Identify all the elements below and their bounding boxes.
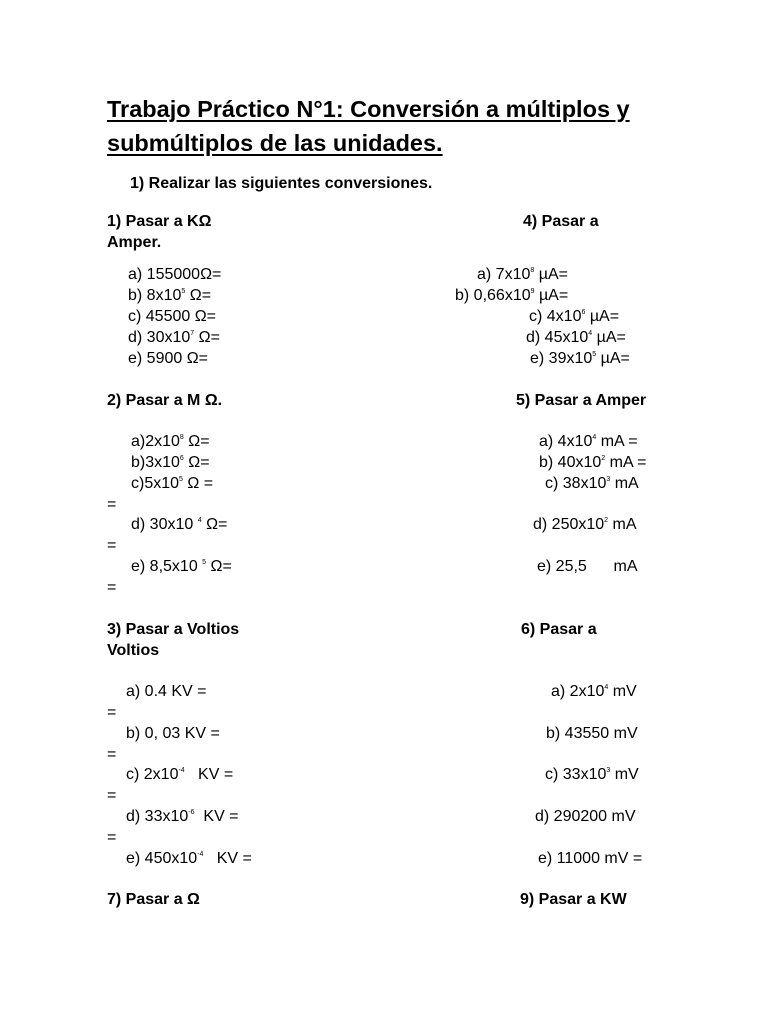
- s4-item-a: a) $7x10^8$ µA=: [477, 266, 568, 283]
- s3-item-d: d) $33x10^{-6}$ KV =: [126, 808, 239, 825]
- section-9-heading: 9) Pasar a KW: [520, 891, 627, 908]
- section-2-heading: 2) Pasar a M Ω.: [107, 392, 223, 409]
- s4-item-c: c) $4x10^6$ µA=: [529, 308, 620, 325]
- s3-item-c-cont: =: [107, 787, 117, 804]
- s4-item-d: d) $45x10^4$ µA=: [526, 329, 626, 346]
- s6-item-b: b) 43550 mV: [546, 725, 638, 742]
- s3-item-d-cont: =: [107, 829, 117, 846]
- s2-item-c-cont: =: [107, 496, 117, 513]
- s2-item-d-cont: =: [107, 537, 117, 554]
- section-5-heading: 5) Pasar a Amper: [516, 392, 647, 409]
- s5-item-d: d) $250x10^2$ mA: [533, 516, 637, 533]
- s1-item-a: a) 155000Ω=: [128, 266, 222, 283]
- s6-item-a: a) $2x10^4$ mV: [551, 683, 637, 700]
- section-4-heading-wrap: Amper.: [107, 234, 162, 251]
- s6-item-d: d) 290200 mV: [535, 808, 636, 825]
- section-7-heading: 7) Pasar a Ω: [107, 891, 200, 908]
- s5-item-e: e) 25,5 mA: [537, 558, 638, 575]
- s2-item-a: $a)2x10^8$ Ω=: [131, 433, 210, 450]
- s4-item-e: e) $39x10^5$ µA=: [530, 350, 630, 367]
- s2-item-c: $c)5x10^5$ Ω =: [131, 475, 214, 492]
- s2-item-b: $b)3x10^6$ Ω=: [131, 454, 210, 471]
- section-6-heading: 6) Pasar a: [521, 621, 597, 638]
- s1-item-b: b) $8x10^5$ Ω=: [128, 287, 212, 304]
- section-4-heading: 4) Pasar a: [523, 213, 599, 230]
- s3-item-c: c) $2x10^{-4}$ KV =: [126, 766, 234, 783]
- s5-item-a: a) $4x10^4$ mA =: [539, 433, 638, 450]
- s3-item-b: b) 0, 03 KV =: [126, 725, 220, 742]
- s3-item-e: e) $450x10^{-4}$ KV =: [126, 850, 252, 867]
- s5-item-c: c) $38x10^3$ mA: [545, 475, 639, 492]
- s3-item-a: a) 0.4 KV =: [126, 683, 207, 700]
- s6-item-c: c) $33x10^3$ mV: [545, 766, 639, 783]
- section-6-heading-wrap: Voltios: [107, 642, 160, 659]
- s2-item-e: e) 8,5x10 $^5$ Ω=: [131, 558, 232, 575]
- page-title: Trabajo Práctico N°1: Conversión a múltiplos y submúltiplos de las unidades.: [107, 96, 630, 156]
- s3-item-b-cont: =: [107, 746, 117, 763]
- section-3-heading: 3) Pasar a Voltios: [107, 621, 240, 638]
- s2-item-e-cont: =: [107, 579, 117, 596]
- s5-item-b: b) $40x10^2$ mA =: [539, 454, 647, 471]
- section-1-heading: 1) Pasar a KΩ: [107, 213, 212, 230]
- s4-item-b: b) $0,66x10^9$ µA=: [455, 287, 569, 304]
- instruction: 1) Realizar las siguientes conversiones.: [130, 175, 433, 192]
- s6-item-e: e) 11000 mV =: [538, 850, 643, 867]
- s1-item-e: e) 5900 Ω=: [128, 350, 209, 367]
- s1-item-d: d) $30x10^7$ Ω=: [128, 329, 220, 346]
- s2-item-d: d) 30x10 $^4$ Ω=: [131, 516, 228, 533]
- s3-item-a-cont: =: [107, 704, 117, 721]
- s1-item-c: c) 45500 Ω=: [128, 308, 217, 325]
